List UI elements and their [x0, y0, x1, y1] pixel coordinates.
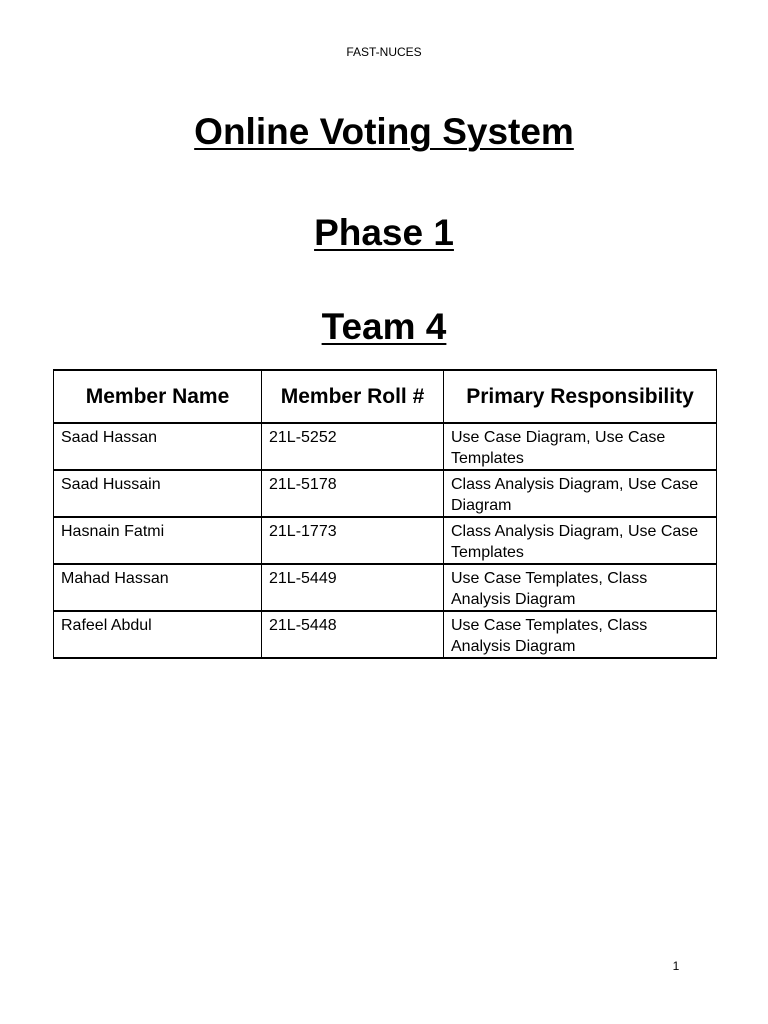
member-name-cell: Saad Hussain — [54, 470, 262, 517]
member-roll-cell: 21L-1773 — [262, 517, 444, 564]
header-member-roll: Member Roll # — [262, 370, 444, 423]
member-name-cell: Mahad Hassan — [54, 564, 262, 611]
institution-header: FAST-NUCES — [346, 45, 422, 59]
responsibility-cell: Use Case Templates, Class Analysis Diagram — [444, 611, 717, 658]
team-members-table — [53, 369, 717, 659]
table-row — [54, 564, 717, 611]
responsibility-cell: Class Analysis Diagram, Use Case Templates — [444, 517, 717, 564]
table-row — [54, 423, 717, 470]
table-row — [54, 611, 717, 658]
header-member-name: Member Name — [54, 370, 262, 423]
member-name-cell: Rafeel Abdul — [54, 611, 262, 658]
responsibility-cell: Class Analysis Diagram, Use Case Diagram — [444, 470, 717, 517]
header-primary-responsibility: Primary Responsibility — [444, 370, 717, 423]
page-number: 1 — [672, 959, 680, 973]
member-roll-cell: 21L-5448 — [262, 611, 444, 658]
table-row — [54, 517, 717, 564]
responsibility-cell: Use Case Diagram, Use Case Templates — [444, 423, 717, 470]
member-roll-cell: 21L-5252 — [262, 423, 444, 470]
member-name-cell: Hasnain Fatmi — [54, 517, 262, 564]
table-row — [54, 470, 717, 517]
member-name-cell: Saad Hassan — [54, 423, 262, 470]
member-roll-cell: 21L-5449 — [262, 564, 444, 611]
member-roll-cell: 21L-5178 — [262, 470, 444, 517]
team-title: Team 4 — [321, 306, 447, 347]
phase-title: Phase 1 — [314, 212, 454, 253]
table-header-row — [54, 370, 717, 423]
document-title: Online Voting System — [194, 111, 574, 152]
responsibility-cell: Use Case Templates, Class Analysis Diagram — [444, 564, 717, 611]
